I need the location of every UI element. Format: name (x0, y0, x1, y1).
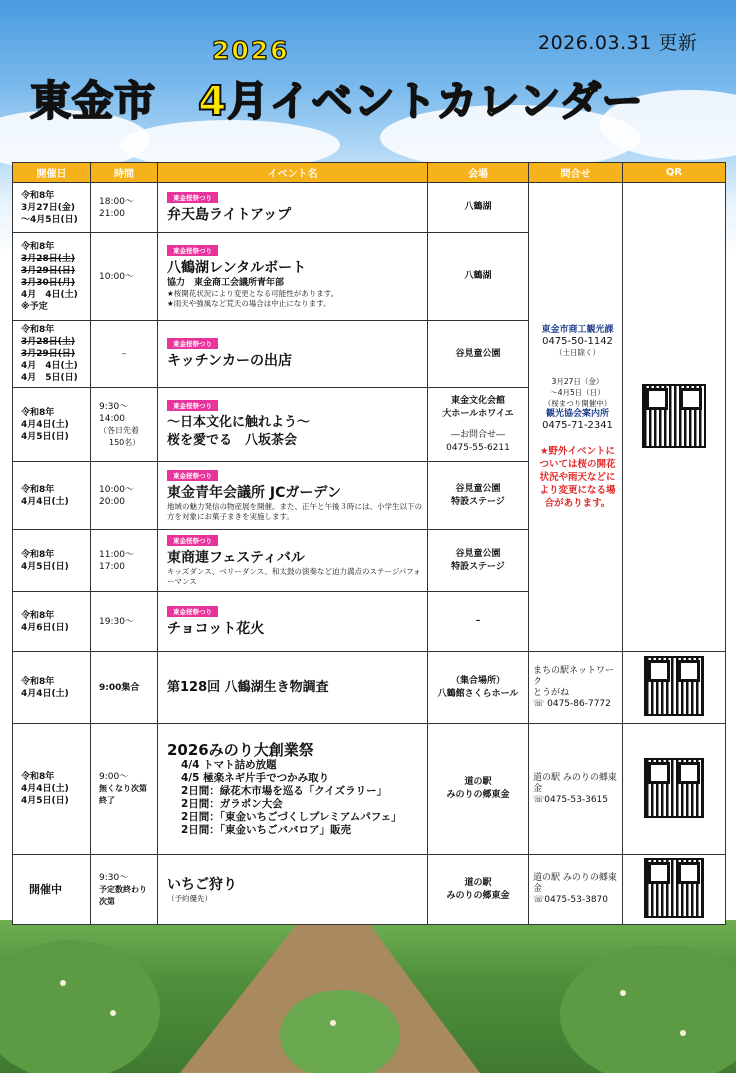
event-venue: 谷見童公園 特設ステージ (428, 530, 529, 592)
flower (110, 1010, 116, 1016)
event-time: 9:00集合 (91, 652, 158, 724)
flower (680, 1030, 686, 1036)
event-name-cell: いちご狩り （予約優先） (158, 855, 428, 925)
event-time: 10:00～ (91, 233, 158, 321)
festival-badge: 東金桜祭つり (167, 338, 218, 349)
event-venue: 谷見童公園 (428, 321, 529, 388)
event-venue: 道の駅 みのりの郷東金 (428, 855, 529, 925)
page-title: 東金市 4月イベントカレンダー (30, 77, 644, 125)
festival-badge: 東金桜祭つり (167, 606, 218, 617)
contact-phone: 0475-50-1142 (542, 335, 613, 347)
contact-phone: 0475-71-2341 (542, 419, 613, 431)
event-name: キッチンカーの出店 (167, 353, 293, 369)
bush (280, 990, 400, 1073)
updated-date: 2026.03.31 更新 (538, 32, 698, 54)
qr-code[interactable] (644, 858, 704, 918)
event-name: ～日本文化に触れよう～ (167, 414, 311, 430)
qr-code[interactable] (644, 656, 704, 716)
event-name-cell: 東金桜祭つり 八鶴湖レンタルボート 協力 東金商工会議所青年部 ★桜開花状況により変更となる可能性があります。 ★雨天や強風など荒天の場合は中止になります。 (158, 233, 428, 321)
event-venue: – (428, 592, 529, 652)
list-item: 2日間：「東金いちごづくしプレミアムパフェ」 (181, 811, 402, 823)
contact-office: 観光協会案内所 (545, 408, 609, 419)
festival-badge: 東金桜祭つり (167, 192, 218, 203)
event-contact: まちの駅ネットワーク とうがね ☏ 0475-86-7772 (529, 652, 623, 724)
event-time: – (91, 321, 158, 388)
qr-cell (623, 724, 726, 855)
event-name-cell (158, 652, 428, 724)
event-date: 令和8年 4月4日(土) 4月5日(日) (13, 388, 91, 462)
event-time: 10:00～ 20:00 (91, 462, 158, 530)
festival-badge: 東金桜祭つり (167, 470, 218, 481)
contact-office: 東金市商工観光課 (541, 324, 614, 335)
table-row (13, 855, 726, 925)
event-venue: （集合場所） 八鶴館さくらホール (428, 652, 529, 724)
column-header: 会場 (428, 163, 529, 183)
event-date: 令和8年 3月28日(土) 3月29日(日) 3月30日(月) 4月 4日(土) ※予定 (13, 233, 91, 321)
event-time: 18:00～ 21:00 (91, 183, 158, 233)
flower (330, 1020, 336, 1026)
event-name-cell (158, 183, 428, 233)
qr-cell (623, 855, 726, 925)
list-item: 2日間：ガラポン大会 (181, 798, 283, 810)
table-header-row (13, 163, 726, 183)
list-item: 4/4 トマト詰め放題 (181, 759, 277, 771)
column-header: 時間 (91, 163, 158, 183)
flower (620, 990, 626, 996)
list-item: 2日間：「東金いちごババロア」販売 (181, 824, 352, 836)
event-date: 開催中 (13, 855, 91, 925)
event-name: 東商連フェスティバル (167, 549, 305, 566)
event-contact: 道の駅 みのりの郷東金 ☏0475-53-3615 (529, 724, 623, 855)
qr-cell (623, 183, 726, 652)
event-name: いちご狩り (167, 876, 237, 893)
event-name: チョコット花火 (167, 620, 265, 637)
event-date: 令和8年 4月5日(日) (13, 530, 91, 592)
shared-contact-cell: 東金市商工観光課 0475-50-1142 （土日除く） 3月27日（金） ～4月5日（日） （桜まつり開催中） 観光協会案内所 0475-71-2341 ★野外イベントに ついては桜の開花 状況や雨天などに より変更になる場 合があります。 (529, 183, 623, 652)
festival-badge: 東金桜祭つり (167, 535, 218, 546)
event-date: 令和8年 3月28日(土) 3月29日(日) 4月 4日(土) 4月 5日(日) (13, 321, 91, 388)
event-time: 19:30～ (91, 592, 158, 652)
table-row (13, 183, 726, 233)
column-header: 問合せ (529, 163, 623, 183)
list-item: 2日間：緑花木市場を巡る「クイズラリー」 (181, 785, 388, 797)
event-name-cell: 東金桜祭つり 東商連フェスティバル キッズダンス、ベリーダンス、和太鼓の演奏など迫力満点のステージパフォーマンス (158, 530, 428, 592)
event-time: 9:30～ 予定数終わり 次第 (91, 855, 158, 925)
event-venue: 東金文化会館 大ホールホワイエ ―お問合せ― 0475-55-6211 (428, 388, 529, 462)
event-venue: 八鶴湖 (428, 233, 529, 321)
event-name: 弁天島ライトアップ (167, 206, 292, 223)
event-name: 第128回 八鶴湖生き物調査 (167, 679, 329, 695)
column-header: イベント名 (158, 163, 428, 183)
event-contact: 道の駅 みのりの郷東金 ☏0475-53-3870 (529, 855, 623, 925)
column-header: QR (623, 163, 726, 183)
event-name: 東金青年会議所 JCガーデン (167, 484, 342, 501)
event-time: 9:30～ 14:00 （各日先着 150名） (91, 388, 158, 462)
event-date: 令和8年 4月4日(土) 4月5日(日) (13, 724, 91, 855)
event-venue: 谷見童公園 特設ステージ (428, 462, 529, 530)
table-row (13, 724, 726, 855)
column-header: 開催日 (13, 163, 91, 183)
flower (60, 980, 66, 986)
qr-code[interactable] (642, 384, 706, 448)
event-name-cell (158, 724, 428, 855)
event-time: 11:00～ 17:00 (91, 530, 158, 592)
event-name: 桜を愛でる 八坂茶会 (167, 432, 298, 448)
qr-code[interactable] (644, 758, 704, 818)
event-calendar-table (12, 162, 726, 925)
event-name-cell (158, 321, 428, 388)
list-item: 4/5 極楽ネギ片手でつかみ取り (181, 772, 330, 784)
event-name-cell: 東金桜祭つり 東金青年会議所 JCガーデン 地域の魅力発信の物産展を開催。また、正午と午後３時には、小学生以下の方を対象にお菓子まきを実施します。 (158, 462, 428, 530)
table-row (13, 652, 726, 724)
event-date: 令和8年 4月4日(土) (13, 462, 91, 530)
event-date: 令和8年 3月27日(金) ～4月5日(日) (13, 183, 91, 233)
festival-badge: 東金桜祭つり (167, 400, 218, 411)
event-name-cell (158, 592, 428, 652)
event-date: 令和8年 4月6日(日) (13, 592, 91, 652)
warning-note: ★野外イベントに (539, 445, 616, 457)
event-date: 令和8年 4月4日(土) (13, 652, 91, 724)
event-time: 9:00～ 無くなり次第 終了 (91, 724, 158, 855)
title-year: 2026 (212, 36, 290, 65)
event-venue: 道の駅 みのりの郷東金 (428, 724, 529, 855)
festival-badge: 東金桜祭つり (167, 245, 218, 256)
event-name: 2026みのり大創業祭 (167, 741, 314, 759)
event-name-cell (158, 388, 428, 462)
qr-cell (623, 652, 726, 724)
event-venue: 八鶴湖 (428, 183, 529, 233)
event-name: 八鶴湖レンタルボート (167, 259, 307, 276)
